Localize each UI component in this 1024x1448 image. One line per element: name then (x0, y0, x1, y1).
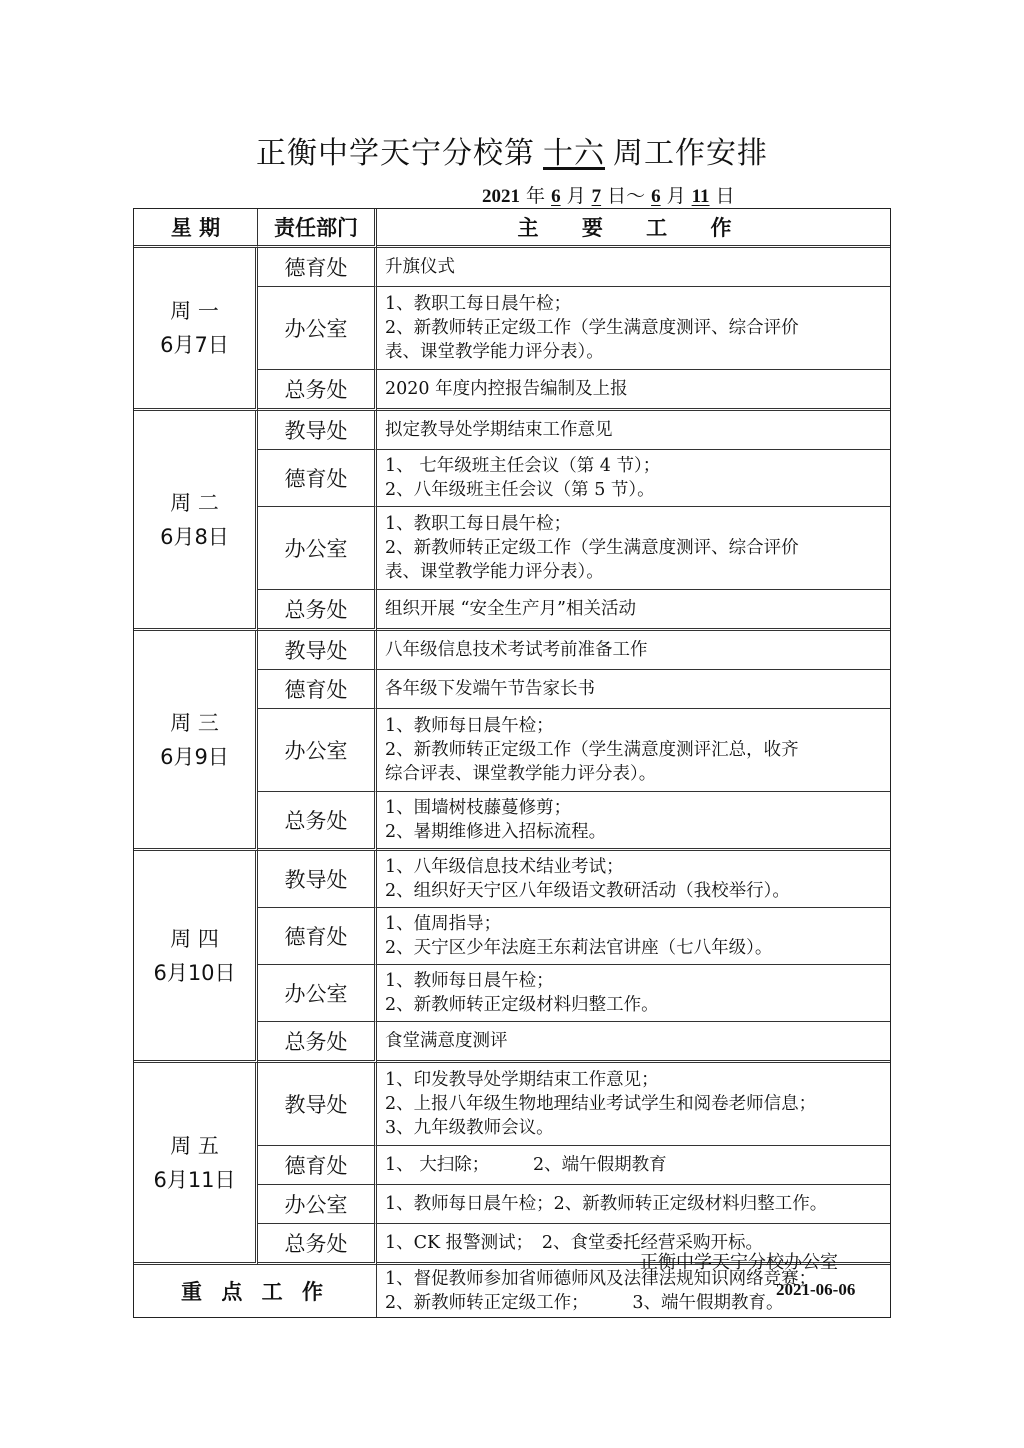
work-cell (377, 908, 890, 965)
work-cell (377, 709, 890, 792)
dept-cell: 办公室 (258, 507, 377, 590)
work-line: 综合评表、课堂教学能力评分表）。 (385, 764, 657, 784)
schedule-row (134, 411, 890, 450)
start-month: 6 (551, 186, 561, 207)
dept-cell: 教导处 (258, 851, 377, 908)
key-work-line: 1、督促教师参加省师德师风及法律法规知识网络竞赛； (385, 1269, 817, 1289)
dept-cell: 教导处 (258, 631, 377, 670)
dept-cell: 办公室 (258, 709, 377, 792)
work-line: 1、 七年级班主任会议（第 4 节）； (385, 456, 661, 476)
footer-office: 正衡中学天宁分校办公室 (640, 1252, 838, 1273)
work-cell (377, 851, 890, 908)
dept-cell: 德育处 (258, 450, 377, 507)
work-line: 2、暑期维修进入招标流程。 (385, 822, 607, 842)
work-line: 2020 年度内控报告编制及上报 (385, 379, 628, 399)
page-title (0, 128, 1024, 172)
weekday-name: 周 五 (170, 1133, 219, 1158)
key-work-line: 2、新教师转正定级工作； 3、端午假期教育。 (385, 1293, 784, 1313)
dept-cell: 总务处 (258, 792, 377, 851)
weekday-date: 6月9日 (160, 744, 229, 769)
work-cell (377, 1063, 890, 1146)
work-line: 表、课堂教学能力评分表）。 (385, 342, 604, 362)
work-line: 1、印发教导处学期结束工作意见； (385, 1070, 659, 1090)
work-line: 1、值周指导； (385, 914, 502, 934)
key-work-label: 重 点 工 作 (134, 1265, 377, 1317)
work-line: 组织开展 “安全生产月”相关活动 (385, 599, 636, 619)
work-line: 升旗仪式 (385, 257, 455, 277)
work-line: 食堂满意度测评 (385, 1031, 508, 1051)
work-line: 2、天宁区少年法庭王东莉法官讲座（七八年级）。 (385, 938, 773, 958)
weekday-date: 6月10日 (153, 960, 236, 985)
work-cell (377, 1185, 890, 1224)
dept-cell: 德育处 (258, 670, 377, 709)
weekday-cell (134, 248, 258, 411)
weekday-name: 周 二 (170, 490, 219, 515)
schedule-row (134, 248, 890, 287)
work-line: 2、新教师转正定级工作（学生满意度测评、综合评价 (385, 538, 799, 558)
work-line: 2、组织好天宁区八年级语文教研活动（我校举行）。 (385, 881, 790, 901)
work-line: 2、八年级班主任会议（第 5 节）。 (385, 480, 655, 500)
weekday-name: 周 四 (170, 926, 219, 951)
date-range (482, 181, 735, 208)
work-line: 1、教师每日晨午检； (385, 971, 554, 991)
day-label: 日～ (607, 185, 646, 207)
weekday-name: 周 一 (170, 299, 219, 323)
end-day: 11 (691, 186, 710, 207)
dept-cell: 办公室 (258, 965, 377, 1022)
work-cell (377, 631, 890, 670)
dept-cell: 德育处 (258, 248, 377, 287)
work-line: 2、上报八年级生物地理结业考试学生和阅卷老师信息； (385, 1094, 817, 1114)
work-line: 2、新教师转正定级工作（学生满意度测评汇总，收齐 (385, 740, 799, 760)
work-cell (377, 1022, 890, 1063)
header-work: 主 要 工 作 (377, 209, 890, 248)
header-row (134, 209, 890, 248)
work-cell (377, 965, 890, 1022)
work-line: 各年级下发端午节告家长书 (385, 679, 595, 699)
weekday-date: 6月7日 (160, 333, 229, 357)
work-cell (377, 1146, 890, 1185)
title-suffix: 周工作安排 (613, 136, 768, 171)
schedule-row (134, 1063, 890, 1146)
work-cell (377, 792, 890, 851)
day-label: 日 (715, 185, 735, 207)
dept-cell: 办公室 (258, 1185, 377, 1224)
end-month: 6 (651, 186, 661, 207)
weekday-date: 6月8日 (160, 524, 229, 549)
month-label: 月 (566, 185, 586, 207)
month-label: 月 (666, 185, 686, 207)
work-cell (377, 248, 890, 287)
start-day: 7 (591, 186, 602, 207)
dept-cell: 总务处 (258, 1224, 377, 1265)
schedule-body (134, 248, 890, 1265)
work-line: 1、教师每日晨午检；2、新教师转正定级材料归整工作。 (385, 1194, 828, 1214)
schedule-row (134, 851, 890, 908)
weekday-date: 6月11日 (153, 1167, 236, 1192)
schedule-table (133, 208, 891, 1318)
dept-cell: 德育处 (258, 1146, 377, 1185)
work-cell (377, 670, 890, 709)
work-line: 3、九年级教师会议。 (385, 1118, 554, 1138)
work-line: 1、八年级信息技术结业考试； (385, 857, 624, 877)
dept-cell: 办公室 (258, 287, 377, 370)
header-weekday: 星 期 (134, 209, 258, 248)
title-prefix: 正衡中学天宁分校第 (256, 136, 535, 171)
work-line: 2、新教师转正定级材料归整工作。 (385, 995, 659, 1015)
year-label: 年 (526, 185, 546, 207)
weekday-cell (134, 411, 258, 631)
dept-cell: 教导处 (258, 411, 377, 450)
work-line: 1、围墙树枝藤蔓修剪； (385, 798, 572, 818)
weekday-name: 周 三 (170, 710, 219, 735)
work-line: 拟定教导处学期结束工作意见 (385, 420, 613, 440)
schedule-row (134, 631, 890, 670)
work-line: 八年级信息技术考试考前准备工作 (385, 640, 648, 660)
header-dept: 责任部门 (258, 209, 377, 248)
dept-cell: 总务处 (258, 590, 377, 631)
year: 2021 (482, 186, 520, 207)
work-line: 1、教职工每日晨午检； (385, 294, 572, 314)
dept-cell: 总务处 (258, 370, 377, 411)
work-cell (377, 450, 890, 507)
work-line: 1、教师每日晨午检； (385, 716, 554, 736)
work-line: 1、教职工每日晨午检； (385, 514, 572, 534)
weekday-cell (134, 1063, 258, 1265)
work-cell (377, 507, 890, 590)
work-cell (377, 590, 890, 631)
dept-cell: 德育处 (258, 908, 377, 965)
work-cell (377, 411, 890, 450)
week-number: 十六 (543, 136, 605, 171)
work-line: 1、 大扫除； 2、端午假期教育 (385, 1155, 667, 1175)
footer-date: 2021-06-06 (776, 1280, 856, 1299)
dept-cell: 教导处 (258, 1063, 377, 1146)
work-cell (377, 370, 890, 411)
work-cell (377, 287, 890, 370)
dept-cell: 总务处 (258, 1022, 377, 1063)
work-line: 2、新教师转正定级工作（学生满意度测评、综合评价 (385, 318, 799, 338)
work-line: 1、CK 报警测试； 2、食堂委托经营采购开标。 (385, 1233, 764, 1253)
weekday-cell (134, 631, 258, 851)
work-line: 表、课堂教学能力评分表）。 (385, 562, 604, 582)
weekday-cell (134, 851, 258, 1063)
